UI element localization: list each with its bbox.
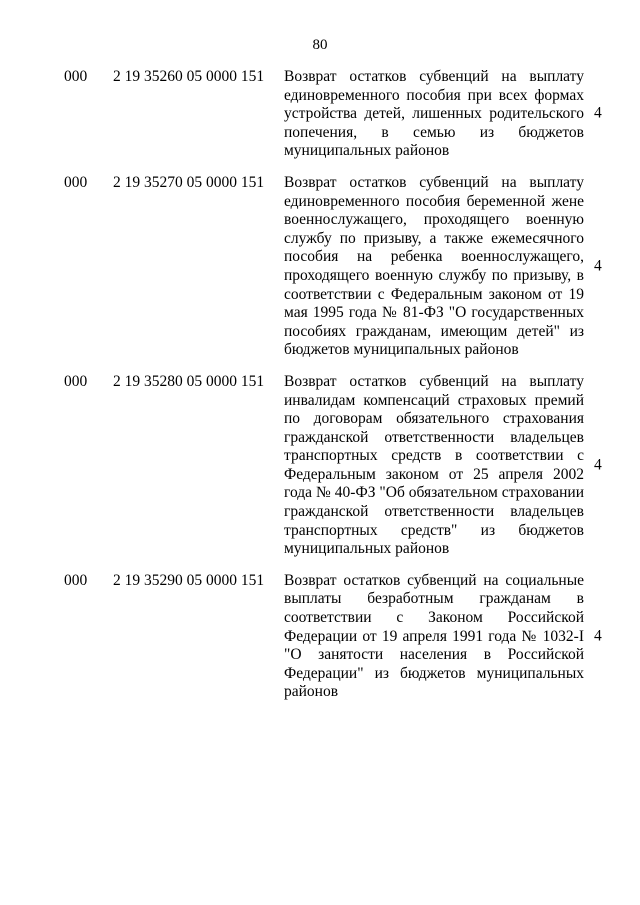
admin-code: 000 — [64, 571, 88, 589]
row-number: 4 — [594, 257, 602, 275]
income-name: Возврат остатков субвенций на социальные выплаты безработным гражданам в соответствии с Законом Российской Федерации от 19 апреля 1991 года № 1032-I "О занятости населения в Российской Федерации" из бюджетов муниципальных районов — [284, 571, 584, 701]
page-number: 80 — [312, 37, 328, 53]
admin-code: 000 — [64, 372, 88, 390]
income-name: Возврат остатков субвенций на выплату инвалидам компенсаций страховых премий по договорам обязательного страхования гражданской ответственности владельцев транспортных средств в соответствии с Федеральным законом от 25 апреля 2002 года № 40-ФЗ "Об обязательном страховании гражданской ответственности владельцев транспортных средств" из бюджетов муниципальных районов — [284, 372, 584, 558]
admin-code: 000 — [64, 173, 88, 191]
row-number: 4 — [594, 456, 602, 474]
row-number: 4 — [594, 105, 602, 123]
budget-classification-code: 2 19 35280 05 0000 151 — [113, 372, 265, 390]
budget-code-table — [0, 68, 640, 702]
row-number: 4 — [594, 627, 602, 645]
admin-code: 000 — [64, 68, 88, 85]
table-row — [0, 174, 640, 360]
table-row — [0, 68, 640, 161]
income-name: Возврат остатков субвенций на выплату единовременного пособия при всех формах устройства детей, лишенных родительского попечения, в семью из бюджетов муниципальных районов — [284, 68, 584, 160]
budget-classification-code: 2 19 35290 05 0000 151 — [113, 571, 265, 589]
income-name: Возврат остатков субвенций на выплату единовременного пособия беременной жене военнослужащего, проходящего военную службу по призыву, а также ежемесячного пособия на ребенка военнослужащего, проходящего военную службу по призыву, в соответствии с Федеральным законом от 19 мая 1995 года № 81-ФЗ "О государственных пособиях гражданам, имеющим детей" из бюджетов муниципальных районов — [284, 173, 584, 359]
budget-classification-code: 2 19 35260 05 0000 151 — [113, 68, 265, 85]
table-row — [0, 373, 640, 559]
table-row — [0, 572, 640, 702]
budget-classification-code: 2 19 35270 05 0000 151 — [113, 173, 265, 191]
